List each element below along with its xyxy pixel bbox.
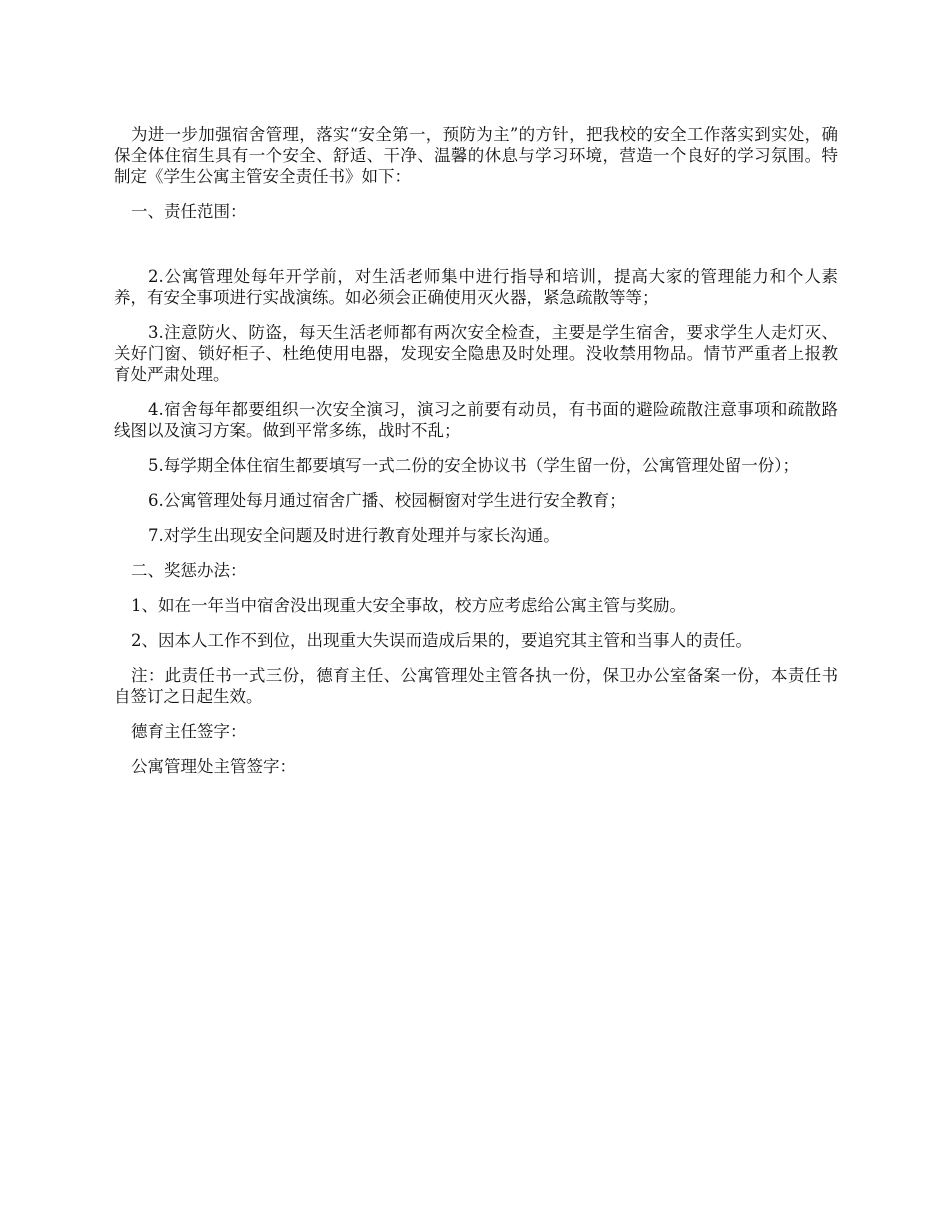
document-body — [114, 124, 838, 791]
list-item-number: 7. — [148, 526, 164, 545]
list-item-text: 宿舍每年都要组织一次安全演习，演习之前要有动员，有书面的避险疏散注意事项和疏散路线图以及演习方案。做到平常多练，战时不乱； — [114, 400, 838, 440]
list-item-number: 6. — [148, 491, 164, 510]
list-item — [114, 399, 838, 441]
list-item-text: 每学期全体住宿生都要填写一式二份的安全协议书（学生留一份，公寓管理处留一份）； — [163, 456, 799, 475]
list-item — [114, 266, 838, 308]
signature-line-moral-education: 德育主任签字： — [131, 722, 247, 741]
reward-item-2: 2、因本人工作不到位，出现重大失误而造成后果的，要追究其主管和当事人的责任。 — [131, 631, 752, 650]
list-item-text: 公寓管理处每年开学前，对生活老师集中进行指导和培训，提高大家的管理能力和个人素养，有安全事项进行实战演练。如必须会正确使用灭火器，紧急疏散等等； — [114, 267, 838, 307]
list-item-number: 3. — [148, 323, 164, 342]
list-item — [114, 525, 838, 546]
list-item-text: 注意防火、防盗，每天生活老师都有两次安全检查，主要是学生宿舍，要求学生人走灯灭、关好门窗、锁好柜子、杜绝使用电器，发现安全隐患及时处理。没收禁用物品。情节严重者上报教育处严肃处理。 — [114, 323, 838, 384]
section-heading-rewards: 二、奖惩办法： — [131, 561, 247, 580]
list-item — [114, 490, 838, 511]
section-heading-responsibility: 一、责任范围： — [131, 202, 247, 221]
list-item-number: 2. — [148, 267, 164, 286]
blank-gap — [114, 236, 838, 266]
list-item — [114, 455, 838, 476]
signature-line-apartment-manager: 公寓管理处主管签字： — [131, 757, 296, 776]
intro-paragraph: 为进一步加强宿舍管理，落实“安全第一，预防为主”的方针，把我校的安全工作落实到实处，确保全体住宿生具有一个安全、舒适、干净、温馨的休息与学习环境，营造一个良好的学习氛围。特制定《学生公寓主管安全责任书》如下： — [114, 125, 838, 186]
note-paragraph: 注：此责任书一式三份，德育主任、公寓管理处主管各执一份，保卫办公室备案一份，本责任书自签订之日起生效。 — [114, 666, 838, 706]
list-item — [114, 322, 838, 385]
list-item-number: 4. — [148, 400, 164, 419]
list-item-number: 5. — [148, 456, 164, 475]
reward-item-1: 1、如在一年当中宿舍没出现重大安全事故，校方应考虑给公寓主管与奖励。 — [131, 596, 686, 615]
list-item-text: 对学生出现安全问题及时进行教育处理并与家长沟通。 — [163, 526, 560, 545]
list-item-text: 公寓管理处每月通过宿舍广播、校园橱窗对学生进行安全教育； — [163, 491, 626, 510]
